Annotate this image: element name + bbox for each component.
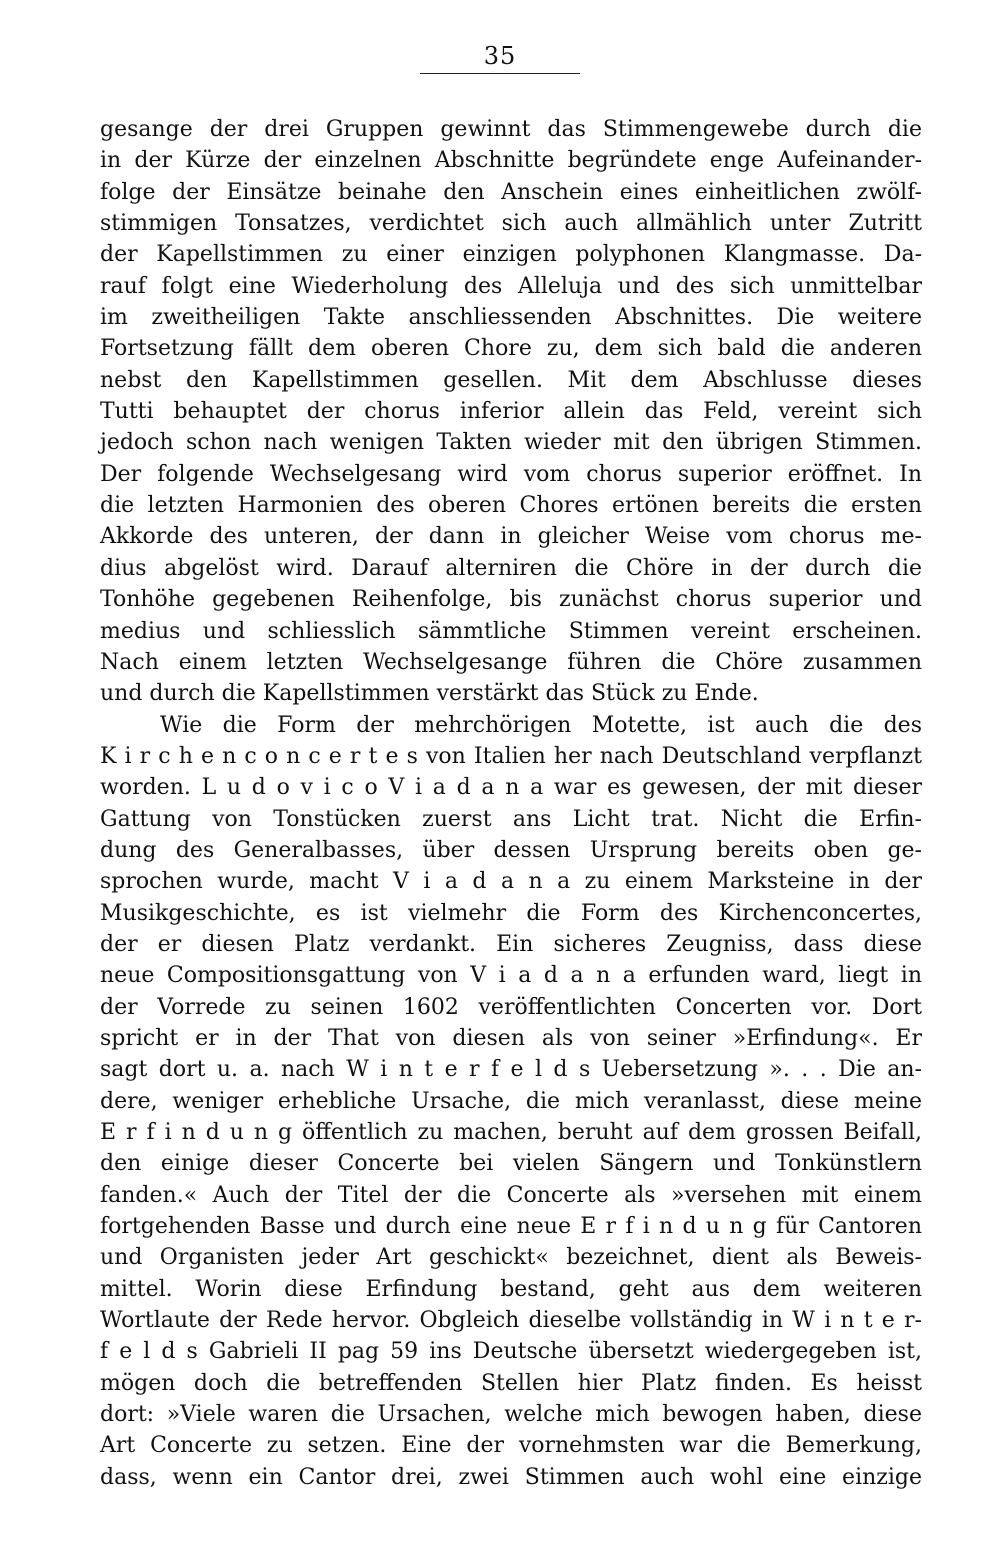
page-number: 35	[483, 42, 517, 70]
text-line: mittel. Worin diese Erfindung bestand, geht aus dem weiteren	[100, 1276, 922, 1302]
text-line: jedoch schon nach wenigen Takten wieder mit den übrigen Stimmen.	[100, 430, 922, 456]
text-line: medius und schliesslich sämmtliche Stimmen vereint erscheinen.	[100, 618, 922, 644]
text-line: E r f i n d u n g öffentlich zu machen, beruht auf dem grossen Beifall,	[100, 1120, 922, 1145]
text-line: folge der Einsätze beinahe den Anschein eines einheitlichen zwölf-	[100, 179, 922, 205]
text-line: Art Concerte zu setzen. Eine der vornehmsten war die Bemerkung,	[100, 1433, 922, 1459]
text-line: in der Kürze der einzelnen Abschnitte begründete enge Aufeinander-	[100, 148, 922, 174]
text-line: rauf folgt eine Wiederholung des Alleluja und des sich unmittelbar	[100, 273, 922, 299]
text-line: die letzten Harmonien des oberen Chores ertönen bereits die ersten	[100, 493, 922, 519]
text-line: Der folgende Wechselgesang wird vom chorus superior eröffnet. In	[100, 461, 922, 487]
text-line: im zweitheiligen Takte anschliessenden Abschnittes. Die weitere	[100, 305, 922, 331]
text-line: Tutti behauptet der chorus inferior allein das Feld, vereint sich	[100, 399, 922, 425]
text-line: Fortsetzung fällt dem oberen Chore zu, dem sich bald die anderen	[100, 336, 922, 362]
text-line: nebst den Kapellstimmen gesellen. Mit dem Abschlusse dieses	[100, 367, 922, 393]
text-line: der er diesen Platz verdankt. Ein sicheres Zeugniss, dass diese	[100, 931, 922, 957]
text-line: dass, wenn ein Cantor drei, zwei Stimmen auch wohl eine einzige	[100, 1464, 922, 1490]
text-line: Nach einem letzten Wechselgesange führen die Chöre zusammen	[100, 649, 922, 675]
text-line: gesange der drei Gruppen gewinnt das Stimmengewebe durch die	[100, 117, 922, 142]
text-line: den einige dieser Concerte bei vielen Sängern und Tonkünstlern	[100, 1151, 922, 1177]
text-line: Akkorde des unteren, der dann in gleicher Weise vom chorus me-	[100, 524, 922, 550]
text-line: sprochen wurde, macht V i a d a n a zu einem Marksteine in der	[100, 869, 922, 895]
text-line: Wie die Form der mehrchörigen Motette, ist auch die des	[160, 712, 922, 738]
text-line: und durch die Kapellstimmen verstärkt das Stück zu Ende.	[100, 681, 759, 707]
text-line: mögen doch die betreffenden Stellen hier Platz finden. Es heisst	[100, 1370, 922, 1396]
text-line: fanden.« Auch der Titel der die Concerte als »versehen mit einem	[100, 1182, 922, 1208]
text-line: f e l d s Gabrieli II pag 59 ins Deutsche übersetzt wiedergegeben ist,	[100, 1339, 922, 1365]
text-line: dius abgelöst wird. Darauf alterniren die Chöre in der durch die	[100, 555, 922, 581]
text-line: sagt dort u. a. nach W i n t e r f e l d s Uebersetzung ». . . Die an-	[100, 1057, 922, 1083]
body-text	[100, 114, 922, 1493]
text-line: der Vorrede zu seinen 1602 veröffentlichten Concerten vor. Dort	[100, 994, 922, 1020]
text-line: stimmigen Tonsatzes, verdichtet sich auch allmählich unter Zutritt	[100, 211, 922, 237]
text-line: dort: »Viele waren die Ursachen, welche mich bewogen haben, diese	[100, 1402, 922, 1428]
text-line: spricht er in der That von diesen als von seiner »Erfindung«. Er	[100, 1025, 922, 1051]
text-line: neue Compositionsgattung von V i a d a n a erfunden ward, liegt in	[100, 963, 922, 989]
text-line: Gattung von Tonstücken zuerst ans Licht trat. Nicht die Erfin-	[100, 806, 922, 832]
text-line: Tonhöhe gegebenen Reihenfolge, bis zunächst chorus superior und	[100, 587, 922, 613]
text-line: K i r c h e n c o n c e r t e s von Italien her nach Deutschland verpflanzt	[100, 743, 922, 769]
text-line: dere, weniger erhebliche Ursache, die mich veranlasst, diese meine	[100, 1088, 922, 1114]
text-line: Musikgeschichte, es ist vielmehr die Form des Kirchenconcertes,	[100, 900, 922, 926]
text-line: fortgehenden Basse und durch eine neue E r f i n d u n g für Cantoren	[100, 1214, 922, 1240]
text-line: dung des Generalbasses, über dessen Ursprung bereits oben ge-	[100, 837, 922, 863]
text-line: der Kapellstimmen zu einer einzigen polyphonen Klangmasse. Da-	[100, 242, 922, 268]
text-line: Wortlaute der Rede hervor. Obgleich dieselbe vollständig in W i n t e r-	[100, 1308, 922, 1334]
text-line: worden. L u d o v i c o V i a d a n a war es gewesen, der mit dieser	[100, 775, 922, 801]
header-rule	[420, 73, 580, 74]
text-line: und Organisten jeder Art geschickt« bezeichnet, dient als Beweis-	[100, 1245, 922, 1271]
